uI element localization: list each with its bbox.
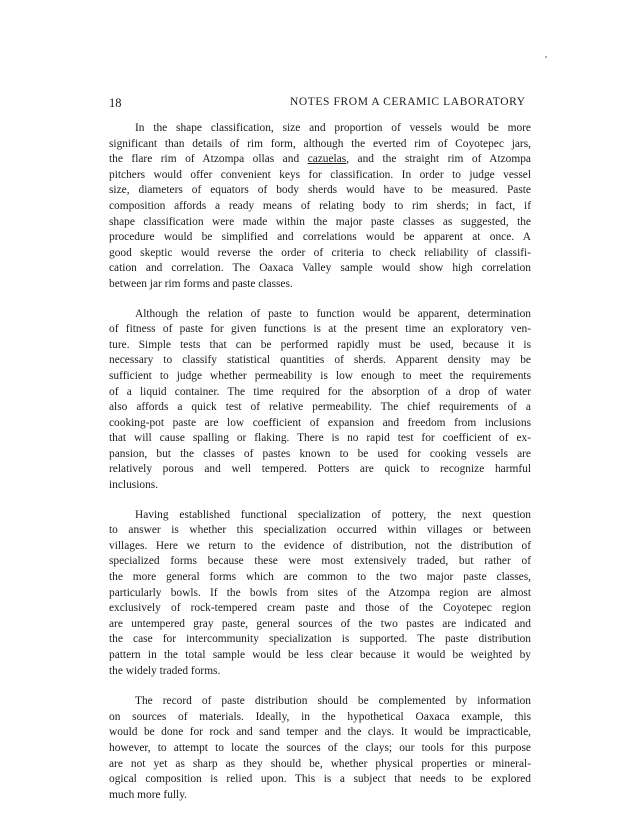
text-line: between jar rim forms and paste classes. (109, 277, 293, 290)
text-line: sufficient to judge whether permeability is low enough to meet the requirements (109, 369, 531, 382)
text-line: cation and correlation. The Oaxaca Valley sample would show high correlation (109, 262, 531, 275)
text-fragment: the flare rim of Atzompa ollas and (109, 153, 308, 166)
scan-speck (545, 56, 547, 58)
underlined-term: cazuelas (307, 153, 347, 166)
text-line: are not yet as sharp as they should be, whether physical properties or mineral- (109, 757, 531, 770)
text-line: would be done for rock and sand temper and the clays. It would be impracticable, (109, 726, 531, 739)
text-line: pansion, but the classes of pastes known to be used for cooking vessels are (109, 447, 531, 460)
running-head: NOTES FROM A CERAMIC LABORATORY (290, 96, 526, 108)
text-fragment: , and the straight rim of Atzompa (346, 153, 531, 166)
text-line: villages. Here we return to the evidence of distribution, not the distribution of (109, 539, 531, 552)
text-line: ture. Simple tests that can be performed rapidly must be used, because it is (109, 338, 531, 351)
text-line: on sources of materials. Ideally, in the hypothetical Oaxaca example, this (109, 710, 531, 723)
text-line: relatively porous and well tempered. Potters are quick to recognize harmful (109, 463, 531, 476)
text-line: however, to attempt to locate the sources of the clays; our tools for this purpose (109, 741, 531, 754)
text-line: specialized forms because these were most extensively traded, but rather of (109, 555, 531, 568)
text-line: pattern in the total sample would be less clear because it would be weighted by (109, 649, 531, 661)
text-line: necessary to classify statistical quantities of sherds. Apparent density may be (109, 354, 531, 367)
text-line: significant than details of rim form, although the everted rim of Coyotepec jars, (109, 137, 531, 150)
text-line (109, 152, 531, 168)
paragraph-3 (109, 508, 531, 680)
body-text (109, 121, 531, 803)
text-line: also affords a quick test of relative permeability. The chief requirements of a (109, 401, 531, 414)
text-line: shape classification were made within the major paste classes as suggested, the (109, 215, 531, 228)
page-number: 18 (109, 96, 122, 110)
text-line: of a liquid container. The time required for the absorption of a drop of water (109, 385, 531, 398)
text-line: inclusions. (109, 479, 159, 492)
text-line: pitchers would offer convenient keys for classification. In order to judge vessel (109, 168, 531, 181)
text-line: exclusively of rock-tempered cream paste and those of the Coyotepec region (109, 602, 531, 615)
text-line: In the shape classification, size and proportion of vessels would be more (135, 122, 531, 134)
text-line: the case for intercommunity specialization is supported. The paste distribution (109, 633, 531, 646)
text-line: cooking-pot paste are low coefficient of expansion and freedom from inclusions (109, 416, 531, 429)
text-line: Although the relation of paste to function would be apparent, determination (135, 307, 531, 320)
paragraph-1 (109, 121, 531, 293)
text-line: Having established functional specialization of pottery, the next question (135, 508, 531, 521)
text-line: composition affords a ready means of relating body to rim sherds; in fact, if (109, 199, 531, 212)
text-line: procedure would be simplified and correlations would be apparent at once. A (109, 231, 531, 244)
text-line: the widely traded forms. (109, 664, 221, 677)
text-line: of fitness of paste for given functions is at the present time an exploratory ven- (109, 323, 531, 336)
text-line: good skeptic would reverse the order of criteria to check reliability of classifi- (109, 246, 531, 259)
text-line: ogical composition is relied upon. This is a subject that needs to be explored (109, 773, 531, 786)
text-line: to answer is whether this specialization occurred within villages or between (109, 524, 531, 537)
text-line: much more fully. (109, 788, 188, 801)
text-line: size, diameters of equators of body sherds would have to be measured. Paste (109, 184, 531, 197)
text-line: particularly bowls. If the bowls from sites of the Atzompa region are almost (109, 586, 531, 599)
paragraph-4 (109, 694, 531, 803)
text-line: are untempered gray paste, general sources of the two pastes are indicated and (109, 617, 531, 630)
text-line: that will cause spalling or flaking. There is no rapid test for coefficient of ex- (109, 432, 531, 445)
paragraph-2 (109, 307, 531, 494)
text-line: the more general forms which are common to the two major paste classes, (109, 571, 531, 584)
text-line: The record of paste distribution should be complemented by information (135, 695, 531, 708)
